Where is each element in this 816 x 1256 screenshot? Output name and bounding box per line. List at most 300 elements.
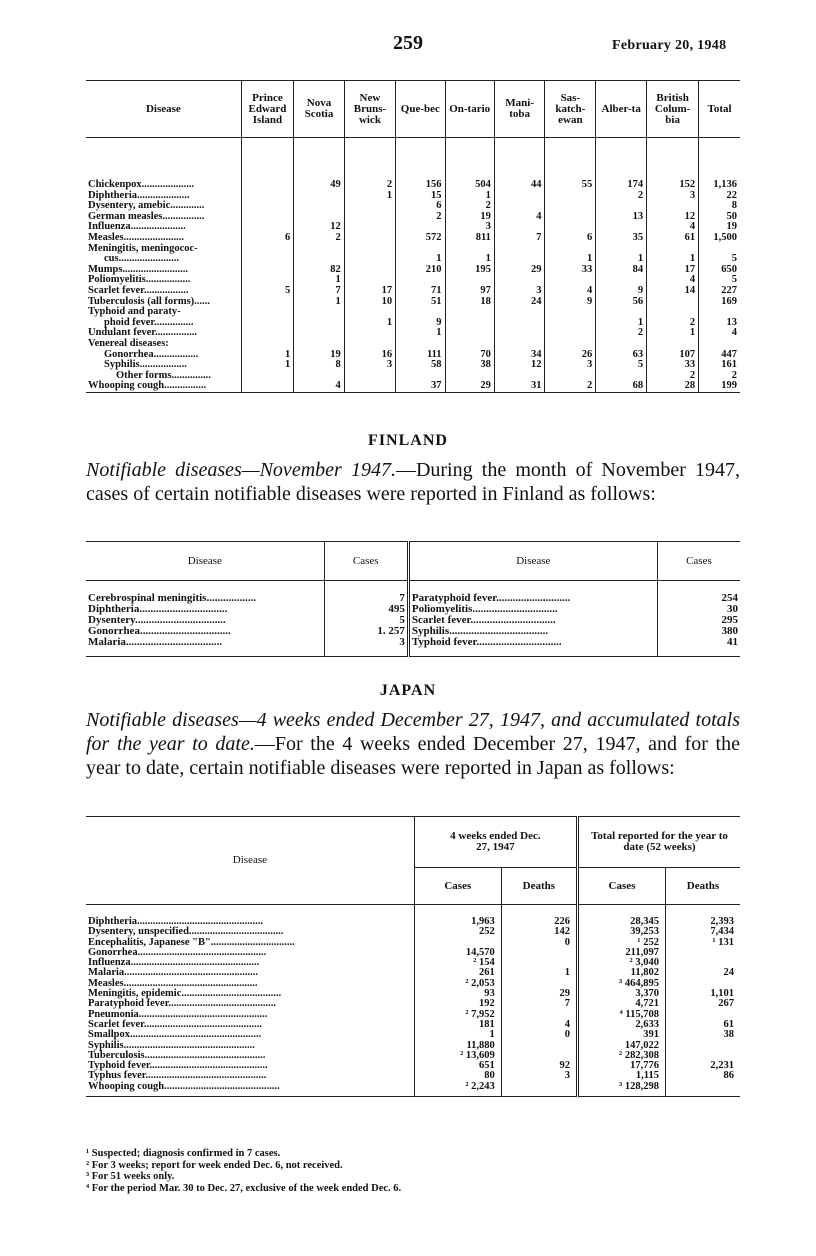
cell-value: 50: [726, 210, 737, 222]
cell-value: 1: [501, 968, 577, 978]
cell-value: 80: [414, 1071, 501, 1081]
cell-value: 261: [414, 968, 501, 978]
cell-value: 1,136: [713, 179, 737, 190]
cell-value: 61: [723, 1018, 734, 1030]
cell-value: 5: [324, 615, 408, 626]
table-row: [86, 581, 740, 605]
cell-value: [545, 339, 596, 350]
disease-name: Gonorrhea.................................................: [86, 948, 414, 958]
cell-value: [241, 191, 293, 202]
cell-value: 1: [241, 350, 293, 361]
canada-col-header: Nova Scotia: [294, 81, 345, 138]
cell-value: 147,022: [577, 1041, 665, 1051]
cell-value: 4: [731, 327, 737, 339]
cell-value: 192: [414, 999, 501, 1009]
cell-value: 8: [294, 360, 345, 371]
japan-sub-deaths-year: Deaths: [665, 868, 740, 905]
cell-value: 51: [396, 297, 445, 308]
cell-value: 13: [726, 316, 737, 328]
cell-value: [445, 328, 494, 339]
cell-value: 1,963: [414, 905, 501, 928]
cell-value: [241, 297, 293, 308]
cell-value: 1: [294, 297, 345, 308]
disease-name: Typhus fever..............................................: [86, 1071, 414, 1081]
disease-name: Tuberculosis..............................................: [86, 1051, 414, 1061]
cell-value: 29: [494, 265, 545, 276]
cell-value: [344, 381, 395, 392]
japan-para-text: —For the 4 weeks ended December 27, 1947, and for the year to date, certain notifiable diseases were reported in Japan as follows:: [86, 733, 740, 779]
cell-value: 1: [344, 191, 395, 202]
cell-value: [241, 328, 293, 339]
cell-value: 9: [596, 286, 647, 297]
cell-value: 17: [647, 265, 699, 276]
cell-value: [545, 307, 596, 318]
cell-value: 17,776: [577, 1061, 665, 1071]
cell-value: 1: [241, 360, 293, 371]
disease-name: Whooping cough................: [86, 381, 241, 392]
footnote: ² For 3 weeks; report for week ended Dec. 6, not received.: [86, 1159, 343, 1171]
cell-value: [494, 328, 545, 339]
cell-value: ² 2,243: [414, 1082, 501, 1097]
cell-value: [665, 1041, 740, 1051]
disease-name: Cerebrospinal meningitis..................: [86, 581, 324, 605]
disease-name: Diphtheria....................: [86, 191, 241, 202]
cell-value: 38: [445, 360, 494, 371]
cell-value: 2: [344, 138, 395, 191]
cell-value: [647, 297, 699, 308]
cell-value: [294, 318, 345, 329]
cell-value: 26: [545, 350, 596, 361]
cell-value: [396, 339, 445, 350]
cell-value: 12: [494, 360, 545, 371]
cell-value: 6: [396, 201, 445, 212]
cell-value: 24: [723, 967, 734, 979]
cell-value: 107: [647, 350, 699, 361]
finland-para-text: —During the month of November 1947, cases of certain notifiable diseases were reported in Finland as follows:: [86, 459, 741, 505]
cell-value: 6: [545, 233, 596, 244]
disease-name: Syphilis..................................................: [86, 1041, 414, 1051]
cell-value: 495: [324, 604, 408, 615]
cell-value: 199: [699, 381, 740, 392]
cell-value: 19: [726, 221, 737, 233]
cell-value: 29: [445, 381, 494, 392]
cell-value: [665, 1082, 740, 1097]
disease-name: Poliomyelitis...............................: [408, 604, 657, 615]
cell-value: 811: [445, 233, 494, 244]
cell-value: 267: [718, 998, 734, 1010]
cell-value: [241, 318, 293, 329]
japan-sub-deaths-4w: Deaths: [501, 868, 577, 905]
cell-value: ² 13,609: [414, 1051, 501, 1061]
cell-value: 33: [545, 265, 596, 276]
canada-col-header: Total: [699, 81, 740, 138]
cell-value: 5: [241, 286, 293, 297]
cell-value: ² 2,053: [414, 979, 501, 989]
cell-value: 7: [294, 286, 345, 297]
disease-name: Diphtheria................................: [86, 604, 324, 615]
cell-value: 651: [414, 1061, 501, 1071]
cell-value: [241, 339, 293, 350]
disease-name: Typhoid fever.............................................: [86, 1061, 414, 1071]
cell-value: 3: [494, 286, 545, 297]
cell-value: 447: [721, 348, 737, 360]
disease-name: Chickenpox....................: [86, 138, 241, 191]
disease-name: Meningitis, meningococ-: [86, 244, 241, 255]
cell-value: 7,434: [710, 926, 734, 938]
disease-name: Poliomyelitis.................: [86, 275, 241, 286]
cell-value: [294, 328, 345, 339]
cell-value: [596, 339, 647, 350]
cell-value: 68: [596, 381, 647, 392]
cell-value: 49: [294, 138, 345, 191]
cell-value: ² 154: [414, 958, 501, 968]
table-row: [86, 1082, 740, 1097]
cell-value: 210: [396, 265, 445, 276]
canada-col-header: Alber-ta: [596, 81, 647, 138]
cell-value: [241, 307, 293, 318]
disease-name: Typhoid and paraty-: [86, 307, 241, 318]
cell-value: 10: [344, 297, 395, 308]
table-row: [86, 905, 740, 928]
cell-value: 3: [501, 1071, 577, 1081]
cell-value: 1: [596, 318, 647, 329]
cell-value: [344, 254, 395, 265]
cell-value: 7: [501, 999, 577, 1009]
disease-name: Meningitis, epidemic......................................: [86, 989, 414, 999]
cell-value: 2: [445, 201, 494, 212]
disease-name: Paratyphoid fever...........................: [408, 581, 657, 605]
cell-value: 13: [596, 212, 647, 223]
table-row: [86, 637, 740, 657]
cell-value: 5: [596, 360, 647, 371]
disease-name: Syphilis....................................: [408, 626, 657, 637]
disease-name: Paratyphoid fever.........................................: [86, 999, 414, 1009]
cell-value: 1,115: [577, 1071, 665, 1081]
cell-value: 4: [545, 286, 596, 297]
cell-value: 1: [445, 191, 494, 202]
cell-value: 1: [294, 275, 345, 286]
cell-value: [545, 201, 596, 212]
cell-value: 195: [445, 265, 494, 276]
disease-name: Whooping cough............................................: [86, 1082, 414, 1097]
table-row: [86, 233, 740, 244]
cell-value: [494, 318, 545, 329]
cell-value: 55: [545, 138, 596, 191]
disease-name: Scarlet fever.............................................: [86, 1020, 414, 1030]
footnote: ¹ Suspected; diagnosis confirmed in 7 cases.: [86, 1148, 281, 1159]
cell-value: [344, 233, 395, 244]
finland-col-cases-left: Cases: [324, 542, 408, 581]
cell-value: 28: [647, 381, 699, 392]
cell-value: 6: [241, 233, 293, 244]
cell-value: [241, 138, 293, 191]
disease-name: Measles...................................................: [86, 979, 414, 989]
disease-name: Diphtheria................................................: [86, 905, 414, 928]
canada-col-header: British Colum-bia: [647, 81, 699, 138]
cell-value: 38: [723, 1029, 734, 1041]
cell-value: 1: [396, 328, 445, 339]
japan-para-italic: Notifiable diseases—4 weeks ended December 27, 1947, and accumulated totals for the year to date.: [86, 709, 740, 755]
disease-name: Gonorrhea.................................: [86, 626, 324, 637]
cell-value: 63: [596, 350, 647, 361]
cell-value: [294, 191, 345, 202]
cell-value: [344, 222, 395, 233]
cell-value: [545, 328, 596, 339]
cell-value: 1,500: [713, 231, 737, 243]
disease-name: Gonorrhea.................: [86, 350, 241, 361]
cell-value: 58: [396, 360, 445, 371]
table-row: [86, 297, 740, 308]
cell-value: 4: [647, 222, 699, 233]
cell-value: 41: [657, 637, 740, 657]
cell-value: 0: [501, 938, 577, 948]
cell-value: 2: [647, 318, 699, 329]
cell-value: [647, 339, 699, 350]
disease-name: Encephalitis, Japanese "B"................................: [86, 938, 414, 948]
cell-value: 3: [545, 360, 596, 371]
cell-value: [241, 381, 293, 392]
cell-value: 1: [344, 318, 395, 329]
cell-value: 650: [721, 263, 737, 275]
japan-col-disease: Disease: [86, 817, 414, 905]
cell-value: [344, 265, 395, 276]
cell-value: 1. 257: [324, 626, 408, 637]
cell-value: [501, 1041, 577, 1051]
cell-value: 3: [324, 637, 408, 657]
cell-value: [445, 307, 494, 318]
cell-value: ² 7,952: [414, 1010, 501, 1020]
cell-value: 226: [501, 905, 577, 928]
page-date: February 20, 1948: [612, 38, 727, 53]
table-row: [86, 381, 740, 392]
cell-value: 227: [721, 284, 737, 296]
cell-value: 152: [647, 138, 699, 191]
cell-value: 8: [731, 200, 737, 212]
cell-value: 2: [596, 328, 647, 339]
disease-name: Other forms...............: [86, 371, 241, 382]
cell-value: 5: [731, 274, 737, 286]
cell-value: [241, 201, 293, 212]
disease-name: German measles................: [86, 212, 241, 223]
cell-value: [665, 948, 740, 958]
finland-col-disease-left: Disease: [86, 542, 324, 581]
cell-value: 4,721: [577, 999, 665, 1009]
cell-value: 254: [721, 592, 738, 604]
cell-value: [699, 339, 740, 350]
cell-value: 92: [501, 1061, 577, 1071]
footnote: ⁴ For the period Mar. 30 to Dec. 27, exclusive of the week ended Dec. 6.: [86, 1182, 402, 1194]
cell-value: 33: [647, 360, 699, 371]
cell-value: ² 3,040: [577, 958, 665, 968]
cell-value: [344, 201, 395, 212]
cell-value: [241, 212, 293, 223]
cell-value: [545, 191, 596, 202]
cell-value: 4: [647, 275, 699, 286]
cell-value: [445, 318, 494, 329]
finland-paragraph: [86, 458, 740, 506]
cell-value: 2,231: [710, 1060, 734, 1072]
cell-value: [241, 265, 293, 276]
disease-name: Dysentery, unspecified....................................: [86, 927, 414, 937]
cell-value: 56: [596, 297, 647, 308]
cell-value: [501, 948, 577, 958]
japan-footnotes: [86, 1148, 401, 1194]
cell-value: 16: [344, 350, 395, 361]
cell-value: 174: [596, 138, 647, 191]
cell-value: 572: [396, 233, 445, 244]
disease-name: Mumps.........................: [86, 265, 241, 276]
cell-value: 2: [396, 212, 445, 223]
cell-value: 7: [324, 581, 408, 605]
cell-value: 24: [494, 297, 545, 308]
cell-value: 97: [445, 286, 494, 297]
cell-value: 4: [494, 212, 545, 223]
cell-value: [494, 191, 545, 202]
canada-col-header: New Bruns-wick: [344, 81, 395, 138]
cell-value: 181: [414, 1020, 501, 1030]
cell-value: [294, 339, 345, 350]
cell-value: 82: [294, 265, 345, 276]
cell-value: 1: [545, 254, 596, 265]
japan-group-4weeks: 4 weeks ended Dec. 27, 1947: [414, 817, 577, 868]
cell-value: [344, 339, 395, 350]
cell-value: 2: [545, 381, 596, 392]
cell-value: 22: [726, 189, 737, 201]
disease-name: Smallpox..................................................: [86, 1030, 414, 1040]
cell-value: 28,345: [577, 905, 665, 928]
cell-value: [494, 244, 545, 255]
cell-value: 169: [721, 295, 737, 307]
cell-value: 86: [723, 1070, 734, 1082]
cell-value: 1: [396, 254, 445, 265]
cell-value: 29: [501, 989, 577, 999]
canada-col-header: Disease: [86, 81, 241, 138]
cell-value: 14: [647, 286, 699, 297]
disease-name: Dysentery.................................: [86, 615, 324, 626]
cell-value: 3: [647, 191, 699, 202]
cell-value: 1: [414, 1030, 501, 1040]
cell-value: 17: [344, 286, 395, 297]
canada-col-header: Prince Edward Island: [241, 81, 293, 138]
cell-value: 34: [494, 350, 545, 361]
cell-value: 84: [596, 265, 647, 276]
canada-col-header: Sas-katch-ewan: [545, 81, 596, 138]
table-row: [86, 328, 740, 339]
cell-value: [501, 1082, 577, 1097]
cell-value: 15: [396, 191, 445, 202]
cell-value: 9: [396, 318, 445, 329]
cell-value: 30: [727, 603, 738, 615]
cell-value: ³ 464,895: [577, 979, 665, 989]
cell-value: [545, 212, 596, 223]
disease-name: Venereal diseases:: [86, 339, 241, 350]
cell-value: 19: [445, 212, 494, 223]
disease-name: Malaria...................................................: [86, 968, 414, 978]
cell-value: 1: [647, 254, 699, 265]
cell-value: 111: [396, 350, 445, 361]
cell-value: [344, 371, 395, 382]
cell-value: [344, 244, 395, 255]
disease-name: Influenza.....................: [86, 222, 241, 233]
cell-value: 31: [494, 381, 545, 392]
cell-value: 161: [721, 359, 737, 371]
table-row: [86, 286, 740, 297]
japan-group-year: Total reported for the year to date (52 weeks): [577, 817, 740, 868]
cell-value: 391: [577, 1030, 665, 1040]
cell-value: 4: [501, 1020, 577, 1030]
cell-value: 12: [647, 212, 699, 223]
cell-value: 12: [294, 222, 345, 233]
footnote: ³ For 51 weeks only.: [86, 1171, 175, 1182]
cell-value: [294, 244, 345, 255]
cell-value: 295: [721, 614, 738, 626]
disease-name: Tuberculosis (all forms)......: [86, 297, 241, 308]
cell-value: 1: [596, 254, 647, 265]
cell-value: [545, 318, 596, 329]
disease-name: cus.......................: [86, 254, 241, 265]
finland-col-disease-right: Disease: [408, 542, 657, 581]
cell-value: [241, 254, 293, 265]
japan-disease-table: [86, 816, 740, 1097]
japan-title: JAPAN: [379, 682, 437, 699]
finland-disease-table: [86, 541, 740, 657]
cell-value: 14,570: [414, 948, 501, 958]
disease-name: Undulant fever................: [86, 328, 241, 339]
cell-value: 3: [344, 360, 395, 371]
cell-value: ² 282,308: [577, 1051, 665, 1061]
cell-value: 380: [721, 625, 738, 637]
cell-value: ¹ 131: [712, 936, 734, 948]
cell-value: 2,393: [710, 916, 734, 927]
cell-value: [344, 212, 395, 223]
cell-value: 2: [294, 233, 345, 244]
cell-value: 2: [647, 371, 699, 382]
cell-value: 504: [445, 138, 494, 191]
cell-value: [241, 244, 293, 255]
cell-value: ¹ 252: [577, 938, 665, 948]
table-row: [86, 138, 740, 191]
disease-name: Scarlet fever...............................: [408, 615, 657, 626]
cell-value: 1: [445, 254, 494, 265]
disease-name: Dysentery, amebic.............: [86, 201, 241, 212]
finland-col-cases-right: Cases: [657, 542, 740, 581]
cell-value: [294, 307, 345, 318]
table-row: [86, 339, 740, 350]
cell-value: [241, 371, 293, 382]
cell-value: 11,880: [414, 1041, 501, 1051]
cell-value: 1,101: [710, 988, 734, 1000]
cell-value: 7: [494, 233, 545, 244]
cell-value: 0: [501, 1030, 577, 1040]
canada-disease-table: [86, 80, 740, 393]
disease-name: Influenza.................................................: [86, 958, 414, 968]
finland-para-italic: Notifiable diseases—November 1947.: [86, 459, 396, 481]
cell-value: 93: [414, 989, 501, 999]
finland-title: FINLAND: [368, 432, 448, 449]
japan-sub-cases-4w: Cases: [414, 868, 501, 905]
disease-name: Malaria...................................: [86, 637, 324, 657]
cell-value: [344, 328, 395, 339]
cell-value: 2,633: [577, 1020, 665, 1030]
cell-value: 252: [414, 927, 501, 937]
japan-sub-cases-year: Cases: [577, 868, 665, 905]
disease-name: Measles.......................: [86, 233, 241, 244]
cell-value: [445, 339, 494, 350]
disease-name: Syphilis..................: [86, 360, 241, 371]
cell-value: 142: [501, 927, 577, 937]
cell-value: [494, 339, 545, 350]
disease-name: Scarlet fever.................: [86, 286, 241, 297]
